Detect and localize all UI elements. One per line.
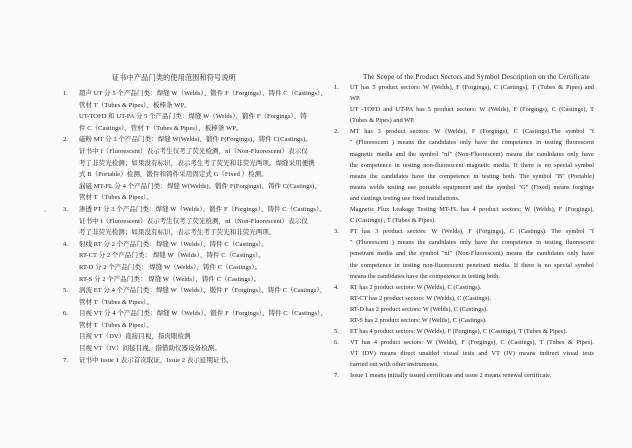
list-item xyxy=(334,226,594,281)
item-number: 1. xyxy=(334,84,339,91)
english-item-list xyxy=(334,82,594,382)
item-line: 渗透 PT 分 3 个产品门类：焊缝 W（Welds）、锻件 F（Forgings）、铸件 C（Castings）。 xyxy=(79,205,326,213)
item-line: the competence in testing non-fluorescent penetrant media. If there is no special symbol xyxy=(350,261,594,269)
item-line: VT has 4 product sectors: W (Welds), F (Forgings), C (Castings), T (Tubes & Pipes). xyxy=(350,339,594,347)
item-line: (Tubes & Pipes) and WP. xyxy=(350,117,415,125)
english-title: The Scope of the Product Sectors and Symbol Description on the Certificate xyxy=(363,73,590,81)
scan-speck xyxy=(44,210,46,212)
item-number: 7. xyxy=(63,356,68,364)
list-item xyxy=(63,134,319,204)
item-line: the competence in testing non-fluorescent magnetic media. If there is no special symbol xyxy=(350,161,594,169)
item-line: PT has 3 product sectors: W (Welds), F (Forgings), C (Castings). The symbol "f xyxy=(350,228,594,236)
item-line: RT-CT has 2 product sectors: W (Welds), C (Castings). xyxy=(350,294,492,302)
item-line: magnetic media and the symbol "nf" (Non-Fluorescent) means the candidates only have xyxy=(350,150,594,158)
chinese-item-list xyxy=(63,88,327,366)
item-number: 2. xyxy=(63,136,68,144)
list-item xyxy=(63,308,327,354)
item-line: UT-TOFD 和 UT-PA 分 5 个产品门类：焊缝 W（Welds）、锻件 F（Forgings）、铸 xyxy=(79,113,307,121)
item-line: " (Fluorescent ) means the candidates only have the competence in testing fluorescent xyxy=(350,239,594,247)
item-line: RT-D has 2 product sectors: W (Welds), C (Castings). xyxy=(350,305,488,313)
item-line: RT-D 分 2 个产品门类： 焊缝 W（Welds）、铸件 C（Castings）。 xyxy=(79,263,262,271)
item-number: 3. xyxy=(63,205,68,213)
item-line: RT-S has 2 product sectors: W (Welds), C (Castings). xyxy=(350,316,487,324)
item-line: 管材 T（Tubes & Pipes）。 xyxy=(79,194,153,202)
item-line: 证书中 f（Fluorescent）表示考生仅考了荧光检测，nf（Non-Fluorescent）表示仅 xyxy=(79,217,308,225)
item-number: 6. xyxy=(334,339,339,347)
item-number: 1. xyxy=(63,90,68,97)
item-line: C (Castings) , T (Tubes & Pipes). xyxy=(350,217,436,225)
item-number: 5. xyxy=(63,287,68,295)
item-number: 6. xyxy=(63,310,68,318)
item-line: carried out with other instruments. xyxy=(350,361,439,369)
item-line: 目视 VT（DV）直接目视，指肉眼检测 xyxy=(79,333,191,341)
item-line: 漏磁 MT-FL 分 4 个产品门类：焊缝 W(Welds)、锻件 F(Forgings)、铸件 C(Castings)、 xyxy=(79,182,321,190)
item-number: 3. xyxy=(334,228,339,236)
item-number: 5. xyxy=(334,328,339,336)
list-item xyxy=(334,337,594,370)
item-line: Issue 1 means initially issued certificate and issue 2 means renewal certificate. xyxy=(350,372,552,380)
item-line: WP. xyxy=(350,95,361,103)
item-number: 7. xyxy=(334,372,339,380)
item-line: penetrant media and the symbol "nf" (Non-Fluorescent) means the candidates only have xyxy=(350,250,594,258)
item-line: 考了非荧光检测；如果没有标识，表示考生考了荧光和非荧光两项。焊缝采用便携 xyxy=(79,159,315,167)
item-line: 射线 RT 分 2 个产品门类：焊缝 W（Welds）、铸件 C（Castings）。 xyxy=(79,240,268,248)
item-line: VT (DV) means direct unaided visual tests and VT (IV) means indirect visual tests xyxy=(350,350,594,358)
list-item xyxy=(334,282,594,326)
list-item xyxy=(63,239,319,285)
item-line: 证书中 f（Fluorescent）表示考生仅考了荧光检测，nf（Non-Fluorescent）表示仅 xyxy=(79,147,308,155)
item-line: Magnetic Flux Leakage Testing MT-FL has 4 product sectors: W (Welds), F (Forgings), xyxy=(350,206,594,214)
list-item xyxy=(63,204,326,239)
item-line: means the candidates have the competence in testing both. xyxy=(350,272,500,280)
item-line: RT-CT 分 2 个产品门类： 焊缝 W（Welds）、铸件 C（Castings）。 xyxy=(79,252,265,260)
item-line: MT has 3 product sectors: W (Welds), F (Forgings), C (Castings).The symbol "f xyxy=(350,128,594,136)
item-line: RT has 2 product sectors: W (Welds), C (Castings). xyxy=(350,283,482,291)
list-item xyxy=(63,285,327,308)
item-line: 式 B（Portable）检测，锻件和铸件采用固定式 G（Fixed ）检测。 xyxy=(79,171,268,179)
item-line: 考了非荧光检测；如果没有标识，表示考生考了荧光和非荧光两项。 xyxy=(79,229,276,237)
list-item xyxy=(334,370,594,381)
chinese-title: 证书中产品门类的使用范围和符号说明 xyxy=(112,74,236,82)
item-line: RT-S 分 2 个产品门类： 焊缝 W（Welds）、铸件 C（Castings）。 xyxy=(79,275,261,283)
item-line: means welds testing use portable equipment and the symbol "G" (Fixed) means forgings xyxy=(350,183,594,191)
item-line: 目视 VT（IV）间接目视，指借助仪器设备检测。 xyxy=(79,345,221,353)
item-line: " (Fluorescent ) means the candidates only have the competence in testing fluorescent xyxy=(350,139,594,147)
item-line: and castings testing use fixed installations. xyxy=(350,194,460,202)
item-line: UT -TOFD and UT-PA has 5 product sectors: W (Welds), F (Forgings), C (Castings), T xyxy=(350,106,594,114)
list-item xyxy=(63,88,327,134)
scan-speck xyxy=(596,262,598,264)
item-line: 件 C（Castings）、管材 T（Tubes & Pipes）、板棒条 WP。 xyxy=(79,124,243,132)
item-line: means the candidates have the competence in testing both. The symbol "B" (Portable) xyxy=(350,172,594,180)
item-line: 管材 T（Tubes & Pipes）。 xyxy=(79,321,153,329)
item-line: ET has 4 product sectors: W (Welds), F (Forgings), C (Castings), T (Tubes & Pipes). xyxy=(350,328,568,336)
item-line: 管材 T（Tubes & Pipes）、板棒条 WP。 xyxy=(79,101,191,109)
item-line: 证书中 Issue 1 表示首次取证，Issue 2 表示延期证书。 xyxy=(79,356,233,364)
item-line: 超声 UT 分 5 个产品门类：焊缝 W（Welds）、锻件 F（Forgings）、铸件 C（Castings）、 xyxy=(79,90,327,97)
list-item xyxy=(334,326,594,337)
item-number: 4. xyxy=(63,240,68,248)
item-number: 2. xyxy=(334,128,339,136)
list-item xyxy=(334,82,594,126)
list-item xyxy=(334,126,594,226)
list-item xyxy=(63,355,319,367)
item-line: 管材 T（Tubes & Pipes）。 xyxy=(79,298,153,306)
item-line: 目视 VT 分 4 个产品门类：焊缝 W（Welds）、锻件 F（Forgings）、铸件 C（Castings）、 xyxy=(79,310,327,318)
item-number: 4. xyxy=(334,283,339,291)
item-line: UT has 5 product sectors: W (Welds), F (Forgings), C (Castings), T (Tubes & Pipes) and xyxy=(350,84,594,91)
item-line: 磁粉 MT 分 3 个产品门类：焊缝 W(Welds)、锻件 F(Forgings)、铸件 C(Castings)。 xyxy=(79,136,312,144)
item-line: 涡流 ET 分 4 个产品门类：焊缝 W（Welds）、锻件 F（Forgings）、铸件 C（Castings）、 xyxy=(79,287,327,295)
